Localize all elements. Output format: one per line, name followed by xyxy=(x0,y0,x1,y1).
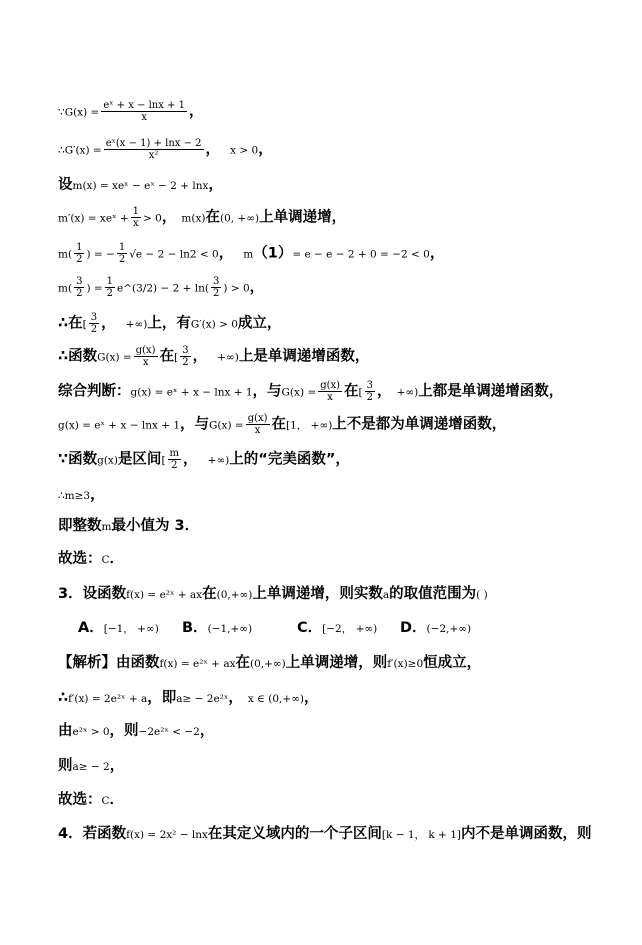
text: 恒成立， xyxy=(423,655,482,671)
text: 内不是单调函数，则 xyxy=(460,826,592,842)
text: 成立， xyxy=(237,315,282,332)
fraction xyxy=(318,380,342,403)
text: 在 xyxy=(205,209,220,226)
text: 则 xyxy=(58,758,73,774)
text: 上单调递增，则 xyxy=(285,655,388,671)
text: 上不是都为单调递增函数， xyxy=(332,416,507,433)
text: 最小值为 3． xyxy=(111,518,200,534)
math-expr: g(x) = eˣ + x − lnx + 1 xyxy=(58,419,181,432)
math-expr: ) = xyxy=(86,282,103,295)
math-expr: g(x) = eˣ + x − lnx + 1 xyxy=(130,386,253,399)
text: （1） xyxy=(253,245,293,262)
math-expr: m xyxy=(101,521,112,533)
math-expr: [1， +∞) xyxy=(286,419,333,432)
fraction xyxy=(105,276,115,299)
text: ∴ xyxy=(58,690,69,706)
line-11 xyxy=(58,448,350,471)
fraction-denominator: 2 xyxy=(90,324,98,335)
math-expr: f(x) = 2x² − lnx xyxy=(126,829,208,841)
text: ，即 xyxy=(147,690,177,706)
fraction-denominator: 2 xyxy=(106,288,114,299)
text: ． xyxy=(109,792,125,808)
text: 在 xyxy=(235,655,251,671)
math-expr: (0,+∞) xyxy=(250,658,286,670)
math-expr: f(x) = e²ˣ + ax xyxy=(159,658,236,670)
text: 在 xyxy=(344,383,359,400)
fraction xyxy=(365,380,375,403)
fraction xyxy=(168,448,181,471)
fraction-denominator: x xyxy=(141,112,147,123)
math-expr: ( ) xyxy=(476,589,488,601)
line-20 xyxy=(58,756,124,777)
math-expr: G′(x) > 0 xyxy=(190,318,238,331)
math-expr: [ xyxy=(174,351,179,364)
math-expr: e²ˣ > 0 xyxy=(72,726,110,738)
text: 故选： xyxy=(58,792,102,808)
line-8 xyxy=(58,345,369,368)
text: 设 xyxy=(58,177,73,193)
line-3 xyxy=(58,175,223,196)
math-expr: [k − 1， k + 1] xyxy=(381,829,461,841)
punctuation: ， xyxy=(208,177,223,193)
math-expr: f′(x)≥0 xyxy=(387,658,424,670)
text: 在 xyxy=(159,348,175,365)
text: 在其定义域内的一个子区间 xyxy=(207,826,382,842)
option-value: [−2， +∞) xyxy=(322,623,378,635)
option-d xyxy=(400,618,471,639)
fraction xyxy=(134,345,158,368)
punctuation: ， xyxy=(258,141,273,158)
math-expr: C xyxy=(101,554,110,566)
math-expr: = e − e − 2 + 0 = −2 < 0 xyxy=(292,248,430,261)
fraction-denominator: 2 xyxy=(213,288,220,299)
fraction-denominator: 2 xyxy=(76,288,83,299)
fraction-numerator: m xyxy=(169,448,180,459)
fraction xyxy=(74,276,84,299)
fraction-numerator: eˣ + x − lnx + 1 xyxy=(103,100,185,111)
math-expr: G′(x) = xyxy=(64,144,102,157)
punctuation: ， xyxy=(228,690,243,706)
text: 上的“完美函数”， xyxy=(229,451,350,468)
fraction-numerator: 1 xyxy=(76,242,83,253)
math-expr: a≥ − 2 xyxy=(72,761,110,773)
fraction-numerator: 3 xyxy=(90,312,98,323)
math-expr: m(x) xyxy=(181,212,206,225)
fraction-denominator: x xyxy=(327,392,333,403)
fraction-denominator: 2 xyxy=(171,460,178,471)
line-18 xyxy=(58,688,319,709)
line-5 xyxy=(58,242,444,265)
math-expr: [ xyxy=(161,454,166,467)
fraction-numerator: 1 xyxy=(106,276,114,287)
text: 上都是单调递增函数， xyxy=(418,383,564,400)
math-expr: e^(3/2) − 2 + ln( xyxy=(117,282,209,295)
punctuation: ， xyxy=(188,103,204,120)
punctuation: ， xyxy=(377,383,392,400)
line-1 xyxy=(58,100,203,123)
text: 上单调递增， xyxy=(259,209,347,226)
math-expr: f(x) = e²ˣ + ax xyxy=(126,589,203,601)
line-21 xyxy=(58,790,124,811)
fraction-numerator: 3 xyxy=(182,345,189,356)
math-expr: +∞) xyxy=(217,351,239,364)
fraction-denominator: 2 xyxy=(76,254,83,265)
since-symbol: ∵ xyxy=(58,106,65,119)
option-label: B． xyxy=(182,620,208,636)
math-expr: [ xyxy=(82,318,87,331)
fraction xyxy=(180,345,190,368)
punctuation: ， xyxy=(304,690,319,706)
option-label: A． xyxy=(78,620,104,636)
text: 是区间 xyxy=(117,451,162,468)
fraction-numerator: 1 xyxy=(132,206,140,217)
fraction xyxy=(246,413,270,436)
punctuation: ， xyxy=(199,723,215,739)
math-expr: g(x) xyxy=(97,454,118,467)
text: ∴在 xyxy=(58,315,83,332)
math-expr: +∞) xyxy=(207,454,230,467)
math-expr: m xyxy=(243,248,254,261)
line-14 xyxy=(58,549,124,570)
fraction xyxy=(131,206,141,229)
text: ∵函数 xyxy=(58,451,98,468)
line-2 xyxy=(58,138,273,161)
math-expr: (0,+∞) xyxy=(216,589,253,601)
text: 4．若函数 xyxy=(58,826,127,842)
math-expr: −2e²ˣ < −2 xyxy=(138,726,200,738)
fraction-numerator: g(x) xyxy=(135,345,156,356)
text: 即整数 xyxy=(58,518,102,534)
fraction-numerator: eˣ(x − 1) + lnx − 2 xyxy=(105,138,202,149)
math-expr: m( xyxy=(58,282,73,295)
line-10 xyxy=(58,413,506,436)
math-expr: x ∈ (0,+∞) xyxy=(247,693,305,705)
option-label: D． xyxy=(400,620,427,636)
fraction-numerator: g(x) xyxy=(247,413,268,424)
text: 上单调递增，则实数 xyxy=(252,586,383,602)
math-expr: a xyxy=(382,589,390,601)
math-expr: +∞) xyxy=(396,386,419,399)
math-expr: f′(x) = 2e²ˣ + a xyxy=(68,693,148,705)
line-7 xyxy=(58,312,281,335)
math-expr: G(x) = xyxy=(97,351,132,364)
fraction-denominator: 2 xyxy=(182,357,189,368)
math-expr: C xyxy=(101,795,110,807)
math-expr: ) > 0 xyxy=(223,282,250,295)
text: ，与 xyxy=(180,416,210,433)
math-expr: m′(x) = xeˣ + xyxy=(58,212,129,225)
fraction xyxy=(74,242,84,265)
fraction xyxy=(211,276,221,299)
fraction-numerator: 3 xyxy=(366,380,374,391)
text: 上，有 xyxy=(147,315,191,332)
punctuation: ， xyxy=(249,279,265,296)
option-value: (−2,+∞) xyxy=(426,623,472,635)
math-expr: G(x) = xyxy=(281,386,317,399)
fraction xyxy=(117,242,127,265)
math-expr: √e − 2 − ln2 < 0 xyxy=(129,248,219,261)
line-13 xyxy=(58,516,199,537)
math-expr: > 0 xyxy=(143,212,162,225)
option-c xyxy=(297,618,377,639)
option-a xyxy=(78,618,159,639)
text: 【解析】由函数 xyxy=(58,655,160,671)
question-4 xyxy=(58,824,591,845)
text: ，与 xyxy=(252,383,282,400)
fraction-numerator: 1 xyxy=(118,242,126,253)
text: 的取值范围为 xyxy=(389,586,477,602)
fraction xyxy=(101,100,187,123)
fraction xyxy=(104,138,204,161)
line-9 xyxy=(58,380,563,403)
line-17 xyxy=(58,653,481,674)
text: 由 xyxy=(58,723,73,739)
math-expr: G(x) = xyxy=(64,106,100,119)
math-expr: +∞) xyxy=(125,318,148,331)
fraction-denominator: x xyxy=(142,357,149,368)
math-expr: (0, +∞) xyxy=(220,212,260,225)
option-label: C． xyxy=(297,620,323,636)
fraction-denominator: x xyxy=(254,425,261,436)
punctuation: ， xyxy=(205,141,221,158)
fraction-denominator: 2 xyxy=(118,254,126,265)
fraction-numerator: g(x) xyxy=(320,380,341,391)
text: 在 xyxy=(271,416,287,433)
text: 上是单调递增函数， xyxy=(238,348,370,365)
text: ． xyxy=(109,551,125,567)
punctuation: ， xyxy=(101,315,116,332)
punctuation: ， xyxy=(192,348,208,365)
math-expr: G(x) = xyxy=(209,419,244,432)
question-3 xyxy=(58,584,488,605)
option-value: [−1， +∞) xyxy=(103,623,159,635)
line-4 xyxy=(58,206,346,229)
option-b xyxy=(182,618,252,639)
text: 在 xyxy=(202,586,217,602)
text: ∴函数 xyxy=(58,348,98,365)
fraction-denominator: 2 xyxy=(366,392,374,403)
punctuation: ， xyxy=(429,245,445,262)
punctuation: ， xyxy=(161,209,177,226)
math-expr: m( xyxy=(58,248,73,261)
punctuation: ， xyxy=(183,451,198,468)
line-19 xyxy=(58,721,214,742)
text: ，则 xyxy=(109,723,139,739)
punctuation: ， xyxy=(218,245,234,262)
fraction-denominator: x² xyxy=(148,150,159,161)
math-expr: ∴m≥3 xyxy=(58,490,91,502)
math-expr: x > 0 xyxy=(230,144,259,157)
text: 综合判断： xyxy=(58,383,131,400)
math-expr: ) = − xyxy=(86,248,115,261)
math-expr: [ xyxy=(358,386,363,399)
option-value: (−1,+∞) xyxy=(207,623,253,635)
text: 故选： xyxy=(58,551,102,567)
line-6 xyxy=(58,276,264,299)
fraction-numerator: 3 xyxy=(213,276,220,287)
fraction-numerator: 3 xyxy=(76,276,83,287)
fraction-denominator: x xyxy=(133,218,139,229)
math-expr: a≥ − 2e²ˣ xyxy=(176,693,229,705)
line-12 xyxy=(58,485,105,506)
therefore-symbol: ∴ xyxy=(58,144,65,157)
text: 3．设函数 xyxy=(58,586,127,602)
punctuation: ， xyxy=(109,758,125,774)
math-expr: m(x) = xeˣ − eˣ − 2 + lnx xyxy=(72,180,209,192)
fraction xyxy=(89,312,99,335)
punctuation: ， xyxy=(90,487,105,503)
